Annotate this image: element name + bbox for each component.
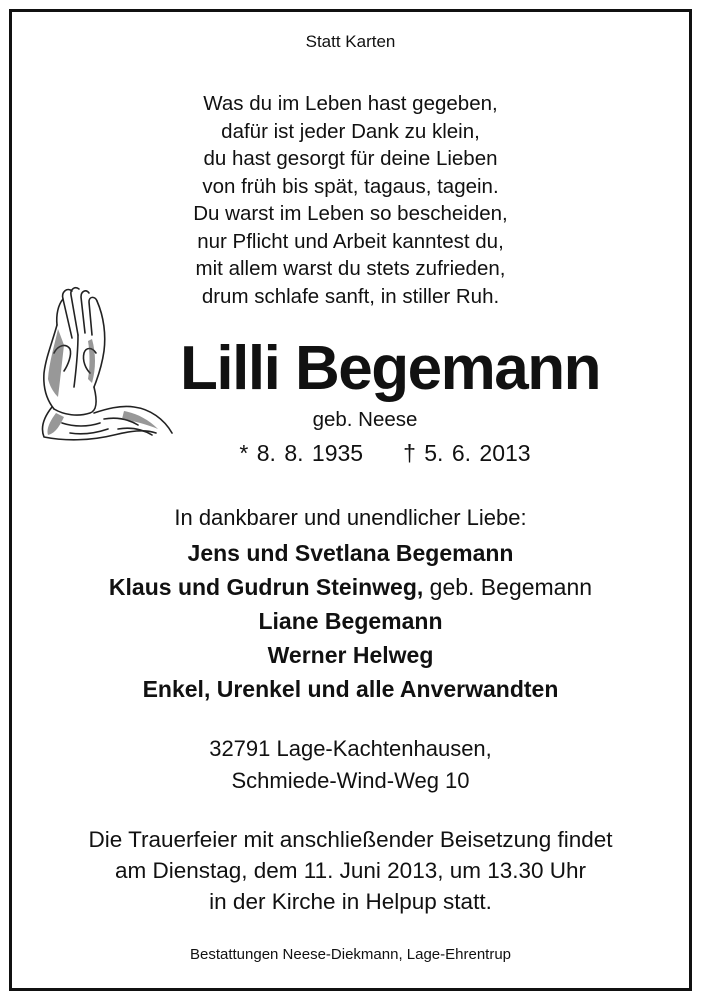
born-name: geb. Neese: [312, 408, 418, 431]
mourner-line: [0, 570, 701, 604]
poem-line: du hast gesorgt für deine Lieben: [203, 147, 498, 170]
header-text: Statt Karten: [305, 32, 396, 51]
address-line: Schmiede-Wind-Weg 10: [231, 768, 470, 793]
life-dates: [160, 440, 610, 467]
birth-date: * 8. 8. 1935: [239, 440, 364, 466]
mourner-line: Werner Helweg: [267, 642, 434, 668]
death-date: † 5. 6. 2013: [403, 440, 531, 466]
mourner-maiden-name: geb. Begemann: [423, 574, 593, 600]
poem: [0, 90, 701, 310]
funeral-home: Bestattungen Neese-Diekmann, Lage-Ehrentrup: [189, 946, 512, 963]
poem-line: von früh bis spät, tagaus, tagein.: [202, 174, 499, 198]
address: [0, 733, 701, 797]
service-line: in der Kirche in Helpup statt.: [209, 889, 492, 914]
mourner-line: Liane Begemann: [258, 608, 443, 634]
mourner-names: Klaus und Gudrun Steinweg,: [108, 574, 424, 600]
service-line: am Dienstag, dem 11. Juni 2013, um 13.30 Uhr: [114, 858, 587, 883]
poem-line: Du warst im Leben so bescheiden,: [193, 202, 508, 225]
poem-line: nur Pflicht und Arbeit kanntest du,: [197, 229, 504, 253]
mourner-line: Enkel, Urenkel und alle Anverwandten: [142, 676, 559, 702]
poem-line: mit allem warst du stets zufrieden,: [195, 257, 506, 280]
poem-line: dafür ist jeder Dank zu klein,: [221, 119, 480, 143]
deceased-name: Lilli Begemann: [180, 334, 600, 403]
poem-line: Was du im Leben hast gegeben,: [203, 92, 498, 115]
address-line: 32791 Lage-Kachtenhausen,: [209, 736, 492, 761]
dedication-text: In dankbarer und unendlicher Liebe:: [174, 505, 527, 530]
poem-line: drum schlafe sanft, in stiller Ruh.: [201, 284, 500, 308]
service-line: Die Trauerfeier mit anschließender Beisetzung findet: [88, 827, 613, 852]
mourners-list: [0, 536, 701, 706]
praying-hands-icon: [34, 283, 176, 443]
mourner-line: Jens und Svetlana Begemann: [187, 540, 514, 566]
service-info: [0, 824, 701, 917]
